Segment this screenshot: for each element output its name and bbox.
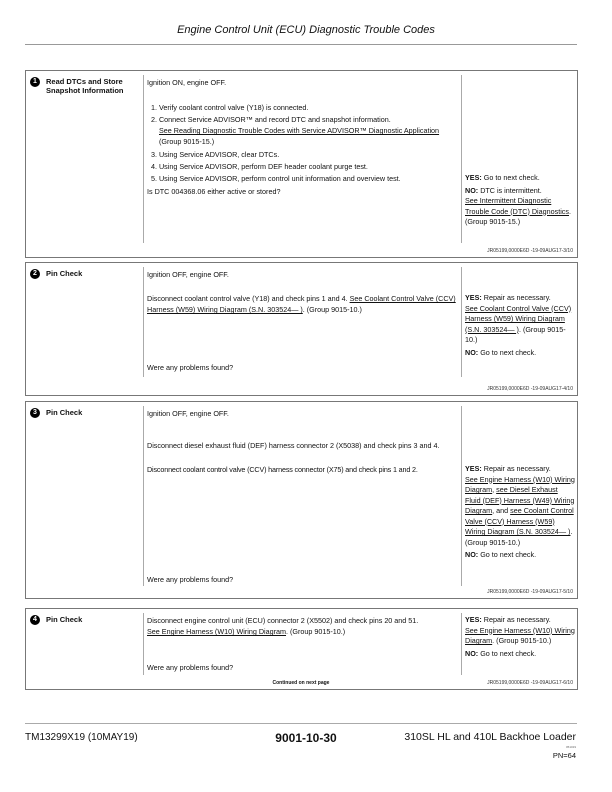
column-divider bbox=[461, 75, 462, 243]
no-action: Go to next check. bbox=[480, 550, 537, 559]
column-divider bbox=[461, 406, 462, 586]
reference-code: JR05199,0000E6D -19-09AUG17-3/10 bbox=[487, 248, 573, 254]
page-title: Engine Control Unit (ECU) Diagnostic Trouble Codes bbox=[177, 24, 435, 36]
list-item: 3. Using Service ADVISOR, clear DTCs. bbox=[151, 150, 280, 159]
footer-rule bbox=[25, 723, 577, 724]
page-number: 9001-10-30 bbox=[275, 731, 337, 745]
group-ref: . (Group 9015-10.) bbox=[465, 527, 573, 547]
column-divider bbox=[143, 406, 144, 586]
column-divider bbox=[461, 267, 462, 377]
question: Is DTC 004368.06 either active or stored? bbox=[147, 187, 281, 196]
step-1-heading: 1 Read DTCs and Store Snapshot Information bbox=[30, 77, 136, 95]
group-ref: (Group 9015-10.) bbox=[496, 636, 552, 645]
group-ref: (Group 9015-10.) bbox=[465, 324, 566, 344]
reference-code: JR05199,0000E6D -19-09AUG17-4/10 bbox=[487, 386, 573, 392]
condition-text: Ignition OFF, engine OFF. bbox=[147, 270, 229, 279]
step-number-icon: 3 bbox=[30, 408, 40, 418]
engine-harness-link[interactable]: See Engine Harness (W10) Wiring Diagram bbox=[465, 625, 575, 645]
no-label: NO: bbox=[465, 347, 479, 357]
list-item: 5. Using Service ADVISOR, perform control unit information and overview test. bbox=[151, 174, 401, 183]
group-ref: (Group 9015-10.) bbox=[290, 627, 346, 636]
step-3-box bbox=[25, 401, 578, 599]
yes-action: Repair as necessary. bbox=[483, 615, 551, 624]
condition-text: Ignition OFF, engine OFF. bbox=[147, 409, 229, 418]
step-2-box: 2 Pin Check Ignition OFF, engine OFF. Disconnect coolant control valve (Y18) and check pins 1 and 4. See Coolant Control Valve (CCV) Harness (W59) Wiring Diagram (S.N. 303524— ). (Group 9015-10.) Were any problems found? YES: Repair as necessary. See Coolant Control Valve (CCV) Harness (W59) Wiring Diagram (S.N. 303524— ). (Group 9015-10.) NO: Go to next check. JR05199,0000E6D -19-09AUG17-4/10 bbox=[25, 262, 578, 396]
yes-label: YES: bbox=[465, 293, 482, 302]
separator: , and bbox=[492, 506, 511, 515]
step-1-box bbox=[25, 70, 578, 258]
engine-harness-link[interactable]: See Engine Harness (W10) Wiring Diagram bbox=[465, 474, 575, 494]
column-divider bbox=[143, 75, 144, 243]
yes-action: Go to next check. bbox=[483, 173, 540, 182]
continued-note: Continued on next page bbox=[272, 680, 330, 686]
engine-harness-link[interactable]: See Engine Harness (W10) Wiring Diagram bbox=[147, 627, 287, 636]
condition-text: Ignition ON, engine OFF. bbox=[147, 78, 227, 87]
intermittent-dtc-link[interactable]: See Intermittent Diagnostic Trouble Code (DTC) Diagnostics bbox=[465, 196, 569, 216]
yes-label: YES: bbox=[465, 173, 482, 182]
yes-label: YES: bbox=[465, 464, 482, 473]
date-code: 051019 bbox=[565, 745, 576, 749]
question: Were any problems found? bbox=[147, 575, 234, 584]
ccv-harness-link[interactable]: see Coolant Control Valve (CCV) Harness (W59) Wiring Diagram (S.N. 303524— ) bbox=[465, 506, 574, 536]
step-4-box: 4 Pin Check Disconnect engine control unit (ECU) connector 2 (X5502) and check pins 20 and 51. See Engine Harness (W10) Wiring Diagram. (Group 9015-10.) Were any problems found? YES: Repair as necessary. See Engine Harness (W10) Wiring Diagram. (Group 9015-10.) NO: Go to next check. Continued on next page JR05199,0000E6D -19-09AUG17-6/10 bbox=[25, 608, 578, 690]
group-ref: (Group 9015-15.) bbox=[465, 217, 521, 226]
question: Were any problems found? bbox=[147, 363, 234, 372]
pn-number: PN=64 bbox=[552, 751, 576, 760]
no-label: NO: bbox=[465, 185, 479, 195]
step-4-heading: 4 Pin Check bbox=[30, 615, 82, 625]
reading-dtc-link[interactable]: See Reading Diagnostic Trouble Codes with Service ADVISOR™ Diagnostic Application bbox=[159, 126, 440, 135]
machine-model: 310SL HL and 410L Backhoe Loader bbox=[404, 731, 576, 743]
column-divider bbox=[143, 613, 144, 675]
column-divider bbox=[461, 613, 462, 675]
reference-code: JR05199,0000E6D -19-09AUG17-6/10 bbox=[487, 680, 573, 686]
ccv-harness-link[interactable]: See Coolant Control Valve (CCV) Harness (W59) Wiring Diagram (S.N. 303524— ) bbox=[465, 303, 572, 334]
answer-column bbox=[465, 464, 575, 561]
no-action: DTC is intermittent. bbox=[480, 185, 542, 195]
yes-action: Repair as necessary. bbox=[483, 464, 551, 473]
question: Were any problems found? bbox=[147, 663, 234, 672]
step-number-icon: 1 bbox=[30, 77, 40, 87]
instruction: Disconnect coolant control valve (CCV) harness connector (X75) and check pins 1 and 2. bbox=[147, 465, 418, 474]
list-item: 1. Verify coolant control valve (Y18) is connected. bbox=[151, 103, 309, 112]
list-item: 4. Using Service ADVISOR, perform DEF header coolant purge test. bbox=[151, 162, 368, 171]
column-divider bbox=[143, 267, 144, 377]
step-number-icon: 2 bbox=[30, 269, 40, 279]
no-label: NO: bbox=[465, 648, 479, 658]
def-harness-link[interactable]: see Diesel Exhaust Fluid (DEF) Harness (W49) Wiring Diagram bbox=[465, 485, 575, 515]
list-item: 2. Connect Service ADVISOR™ and record DTC and snapshot information. bbox=[151, 115, 391, 124]
ccv-harness-link[interactable]: See Coolant Control Valve (CCV) Harness (W59) Wiring Diagram (S.N. 303524— ) bbox=[147, 294, 456, 314]
step-2-heading: 2 Pin Check bbox=[30, 269, 82, 279]
yes-action: Repair as necessary. bbox=[483, 293, 551, 302]
group-ref: (Group 9015-15.) bbox=[159, 137, 215, 146]
yes-label: YES: bbox=[465, 615, 482, 624]
step-3-heading: 3 Pin Check bbox=[30, 408, 82, 418]
instruction: Disconnect engine control unit (ECU) connector 2 (X5502) and check pins 20 and 51. bbox=[147, 616, 419, 625]
divider bbox=[25, 44, 577, 45]
group-ref: (Group 9015-10.) bbox=[306, 305, 362, 314]
manual-id: TM13299X19 (10MAY19) bbox=[25, 732, 138, 743]
answer-column: YES: Go to next check. NO: DTC is intermittent. See Intermittent Diagnostic Trouble Code (DTC) Diagnostics. (Group 9015-15.) bbox=[465, 173, 571, 226]
answer-column: YES: Repair as necessary. See Coolant Control Valve (CCV) Harness (W59) Wiring Diagram (S.N. 303524— ). (Group 9015-10.) NO: Go to next check. bbox=[465, 293, 572, 357]
no-action: Go to next check. bbox=[480, 347, 537, 357]
answer-column: YES: Repair as necessary. See Engine Harness (W10) Wiring Diagram. (Group 9015-10.) NO: Go to next check. bbox=[465, 615, 575, 658]
no-label: NO: bbox=[465, 550, 479, 559]
separator: , bbox=[492, 485, 497, 494]
no-action: Go to next check. bbox=[480, 648, 537, 658]
step-number-icon: 4 bbox=[30, 615, 40, 625]
reference-code: JR05199,0000E6D -19-09AUG17-5/10 bbox=[487, 589, 573, 595]
instruction: Disconnect diesel exhaust fluid (DEF) harness connector 2 (X5038) and check pins 3 and 4. bbox=[147, 441, 440, 450]
instruction: Disconnect coolant control valve (Y18) and check pins 1 and 4. bbox=[147, 294, 348, 303]
